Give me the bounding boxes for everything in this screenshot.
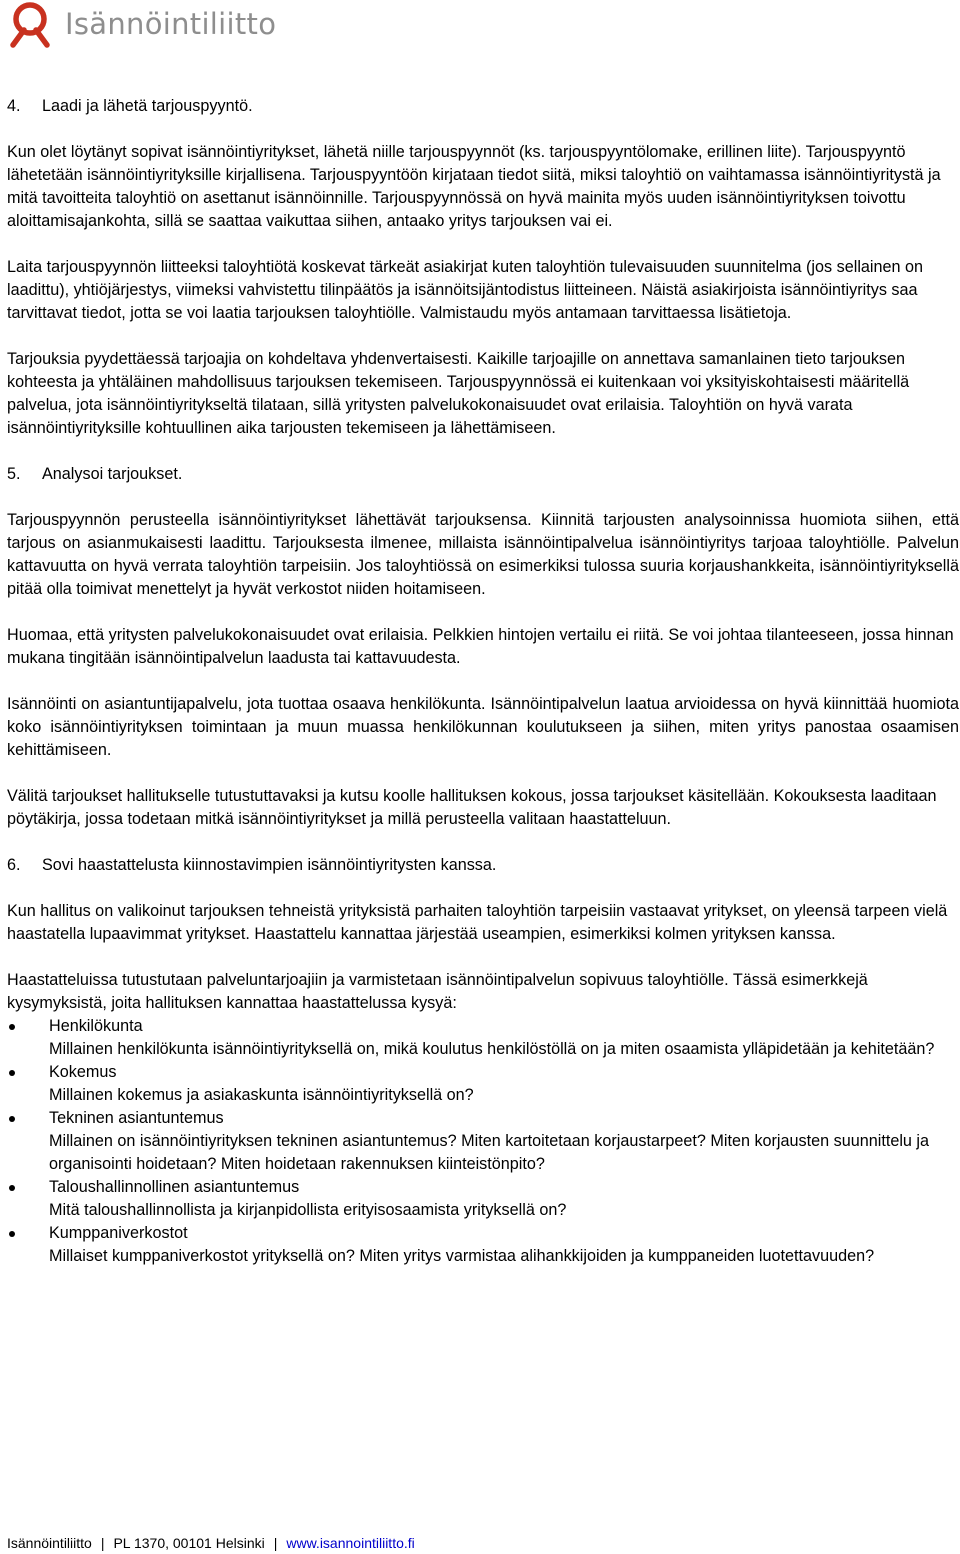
section-heading (7, 95, 959, 118)
section-title: Sovi haastattelusta kiinnostavimpien isännöintiyritysten kanssa. (42, 856, 497, 874)
paragraph: Huomaa, että yritysten palvelukokonaisuudet ovat erilaisia. Pelkkien hintojen vertailu ei riitä. Se voi johtaa tilanteeseen, jossa hinnan mukana tingitään isännöintipalvelun laadusta tai kattavuudesta. (7, 626, 954, 667)
paragraph: Haastatteluissa tutustutaan palveluntarjoajiin ja varmistetaan isännöintipalvelun sopivuus taloyhtiölle. Tässä esimerkkejä kysymyksistä, joita hallituksen kannattaa haastattelussa kysyä: (7, 971, 868, 1012)
header (5, 0, 276, 48)
paragraph: Tarjouspyynnön perusteella isännöintiyritykset lähettävät tarjouksensa. Kiinnitä tarjousten analysoinnissa huomiota siihen, että tarjous on asianmukaisesti laadittu. Tarjouksesta ilmenee, millaista isännöintipalvelua isännöintiyritys tarjoaa taloyhtiölle. Palvelun kattavuutta on hyvä verrata taloyhtiön tarpeisiin. Jos taloyhtiössä on esimerkiksi tulossa suuria korjaushankkeita, isännöintiyrityksellä pitää olla toimivat menettelyt ja hyvät verkostot niiden hoitamiseen. (7, 511, 959, 598)
list-item (7, 1061, 959, 1107)
footer-separator: | (100, 1535, 105, 1551)
question-text: Millainen kokemus ja asiakaskunta isännöintiyrityksellä on? (49, 1086, 474, 1104)
list-item (7, 1015, 959, 1061)
section-number: 6. (7, 856, 21, 874)
question-topic: Henkilökunta (49, 1017, 143, 1035)
document-body (7, 95, 959, 1268)
question-topic: Kokemus (49, 1063, 117, 1081)
section-title: Analysoi tarjoukset. (42, 465, 183, 483)
question-text: Millainen henkilökunta isännöintiyrityksellä on, mikä koulutus henkilöstöllä on ja miten osaamista ylläpidetään ja kehitetään? (49, 1040, 935, 1058)
question-text: Mitä taloushallinnollista ja kirjanpidollista erityisosaamista yrityksellä on? (49, 1201, 567, 1219)
question-topic: Taloushallinnollinen asiantuntemus (49, 1178, 300, 1196)
list-item (7, 1222, 959, 1268)
interview-question-list (7, 1015, 959, 1268)
question-topic: Tekninen asiantuntemus (49, 1109, 224, 1127)
paragraph: Tarjouksia pyydettäessä tarjoajia on kohdeltava yhdenvertaisesti. Kaikille tarjoajille on annettava samanlainen tieto tarjouksen kohteesta ja yhtäläinen mahdollisuus tarjouksen tekemiseen. Tarjouspyynnössä ei kuitenkaan voi yksityiskohtaisesti määritellä palvelua, jota isännöintiyritykseltä tilataan, sillä yritysten palvelukokonaisuudet ovat erilaisia. Taloyhtiön on hyvä varata isännöintiyrityksille kohtuullinen aika tarjousten tekemiseen ja lähettämiseen. (7, 350, 910, 437)
paragraph: Laita tarjouspyynnön liitteeksi taloyhtiötä koskevat tärkeät asiakirjat kuten taloyhtiön tulevaisuuden suunnitelma (jos sellainen on laadittu), yhtiöjärjestys, viimeksi vahvistettu tilinpäätös ja isännöitsijäntodistus liitteineen. Näistä asiakirjoista isännöintiyritys saa tarvittavat tiedot, jotta se voi laatia tarjouksen taloyhtiölle. Valmistaudu myös antamaan tarvittaessa lisätietoja. (7, 258, 924, 322)
question-text: Millaiset kumppaniverkostot yrityksellä on? Miten yritys varmistaa alihankkijoiden ja kumppaneiden luotettavuuden? (49, 1247, 875, 1265)
question-topic: Kumppaniverkostot (49, 1224, 188, 1242)
paragraph: Isännöinti on asiantuntijapalvelu, jota tuottaa osaava henkilökunta. Isännöintipalvelun laatua arvioidessa on hyvä kiinnittää huomiota koko isännöintiyrityksen toimintaan ja muun muassa henkilökunnan koulutukseen ja siihen, miten yritys panostaa osaamisen kehittämiseen. (7, 695, 959, 759)
footer (7, 1535, 415, 1551)
paragraph: Kun hallitus on valikoinut tarjouksen tehneistä yrityksistä parhaiten taloyhtiön tarpeisiin vastaavat yritykset, on yleensä tarpeen vielä haastatella lupaavimmat yritykset. Haastattelu kannattaa järjestää useampien, esimerkiksi kolmen yrityksen kanssa. (7, 902, 948, 943)
list-item (7, 1107, 959, 1176)
list-item (7, 1176, 959, 1222)
section-number: 5. (7, 465, 21, 483)
footer-separator: | (273, 1535, 278, 1551)
footer-website-link[interactable]: www.isannointiliitto.fi (286, 1535, 415, 1551)
isannointiliitto-logo-icon (5, 0, 59, 48)
paragraph: Välitä tarjoukset hallitukselle tutustuttavaksi ja kutsu koolle hallituksen kokous, jossa tarjoukset käsitellään. Kokouksesta laaditaan pöytäkirja, jossa todetaan mitkä isännöintiyritykset ja millä perusteella valitaan haastatteluun. (7, 787, 937, 828)
section-number: 4. (7, 97, 21, 115)
section-heading (7, 463, 959, 486)
section-heading (7, 854, 959, 877)
footer-address: PL 1370, 00101 Helsinki (113, 1535, 265, 1551)
brand-name: Isännöintiliitto (65, 7, 277, 41)
section-title: Laadi ja lähetä tarjouspyyntö. (42, 97, 253, 115)
paragraph: Kun olet löytänyt sopivat isännöintiyritykset, lähetä niille tarjouspyynnöt (ks. tarjouspyyntölomake, erillinen liite). Tarjouspyyntö lähetetään isännöintiyrityksille kirjallisena. Tarjouspyyntöön kirjataan tiedot siitä, miksi taloyhtiö on vaihtamassa isännöintiyritystä ja mitä tavoitteita taloyhtiö on asettanut isännöinnille. Tarjouspyynnössä on hyvä mainita myös uuden isännöintiyrityksen toivottu aloittamisajankohta, sillä se saattaa vaikuttaa siihen, antaako yritys tarjouksen vai ei. (7, 143, 941, 230)
question-text: Millainen on isännöintiyrityksen tekninen asiantuntemus? Miten kartoitetaan korjaustarpeet? Miten korjausten suunnittelu ja organisointi hoidetaan? Miten hoidetaan rakennuksen kiinteistönpito? (49, 1132, 930, 1173)
footer-org: Isännöintiliitto (7, 1535, 92, 1551)
